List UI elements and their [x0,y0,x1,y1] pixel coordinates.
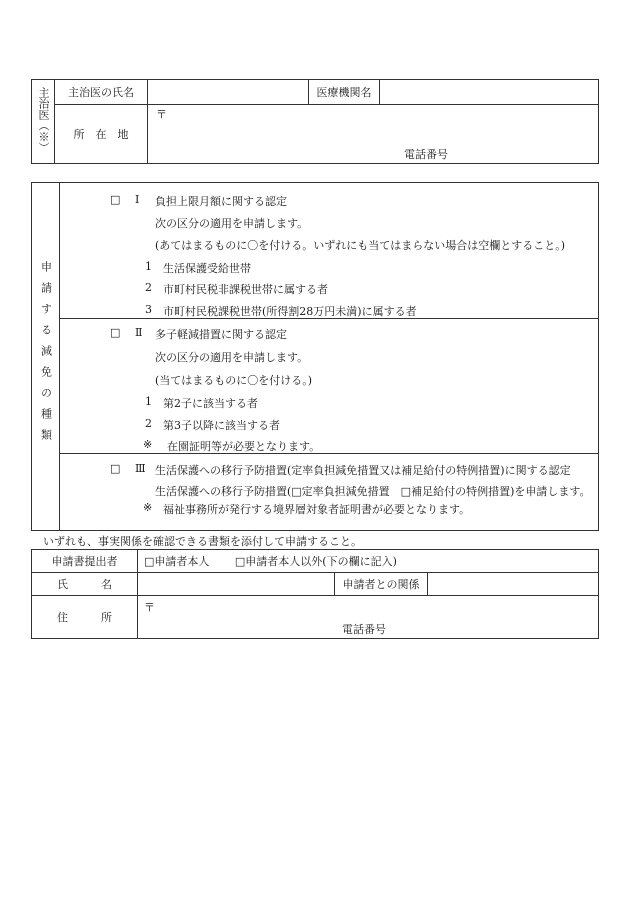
section2-checkbox[interactable]: □ [110,326,121,339]
option-self[interactable]: □申請者本人 [144,555,210,568]
section1-item1-num: 1 [145,260,152,273]
section2-cell [60,319,599,454]
institution-label: 医療機関名 [309,80,380,105]
section1-numeral: Ⅰ [135,193,140,206]
applicant-postal-mark: 〒 [144,601,155,614]
relation-field[interactable] [428,573,599,596]
physician-side-label [32,80,55,164]
section1-line2: (あてはまるものに〇を付ける。いずれにも当てはまらない場合は空欄とすること。) [155,239,566,252]
section2-item1-num: 1 [145,395,152,408]
section2-note: 在園証明等が必要となります。 [167,440,321,453]
section1-item2-text: 市町村民税非課税世帯に属する者 [163,283,328,296]
physician-side-text: 主治医（※） [37,87,50,153]
option-other[interactable]: □申請者本人以外(下の欄に記入) [234,555,397,568]
section1-item1-text: 生活保護受給世帯 [163,262,251,275]
section2-item2-num: 2 [145,417,152,430]
physician-name-label: 主治医の氏名 [55,80,148,105]
section1-checkbox[interactable]: □ [110,193,121,206]
relation-label: 申請者との関係 [335,573,428,596]
section3-title: 生活保護への移行予防措置(定率負担減免措置又は補足給付の特例措置)に関する認定 [155,464,571,477]
institution-field[interactable] [380,80,599,105]
section1-item2-num: 2 [145,281,152,294]
section1-cell [60,183,599,319]
applicant-address-field[interactable] [138,596,599,639]
submitter-label: 申請書提出者 [32,550,138,573]
section2-line2: (当てはまるものに〇を付ける。) [155,374,313,387]
reduction-table [31,182,599,531]
postal-mark: 〒 [156,108,167,121]
applicant-address-label: 住 所 [32,596,138,639]
section2-numeral: Ⅱ [135,326,143,339]
section3-line1: 生活保護への移行予防措置(□定率負担減免措置 □補足給付の特例措置)を申請します。 [155,485,591,498]
section3-checkbox[interactable]: □ [110,462,121,475]
section3-note-mark: ※ [143,501,153,514]
section3-numeral: Ⅲ [135,462,146,475]
submitter-options [138,550,599,573]
section3-cell [60,454,599,531]
location-label: 所 在 地 [55,105,148,164]
section3-note: 福祉事務所が発行する境界層対象者証明書が必要となります。 [163,503,471,516]
reduction-side-label [32,183,60,531]
physician-name-field[interactable] [148,80,309,105]
physician-table [31,79,599,164]
section1-line1: 次の区分の適用を申請します。 [155,217,309,230]
section2-line1: 次の区分の適用を申請します。 [155,351,309,364]
attachment-note: いずれも、事実関係を確認できる書類を添付して申請すること。 [43,535,362,548]
phone-label: 電話番号 [404,148,448,161]
reduction-side-text: 申請する減免の種類 [39,260,53,450]
applicant-name-field[interactable] [138,573,335,596]
section2-item1-text: 第2子に該当する者 [163,397,258,410]
section2-title: 多子軽減措置に関する認定 [155,328,287,341]
location-field[interactable] [148,105,599,164]
section1-title: 負担上限月額に関する認定 [155,195,287,208]
applicant-table [31,549,599,639]
section1-item3-text: 市町村民税課税世帯(所得割28万円未満)に属する者 [163,305,417,318]
section1-item3-num: 3 [145,303,152,316]
section2-note-mark: ※ [143,438,153,451]
applicant-name-label: 氏 名 [32,573,138,596]
section2-item2-text: 第3子以降に該当する者 [163,419,280,432]
applicant-phone-label: 電話番号 [342,623,386,636]
